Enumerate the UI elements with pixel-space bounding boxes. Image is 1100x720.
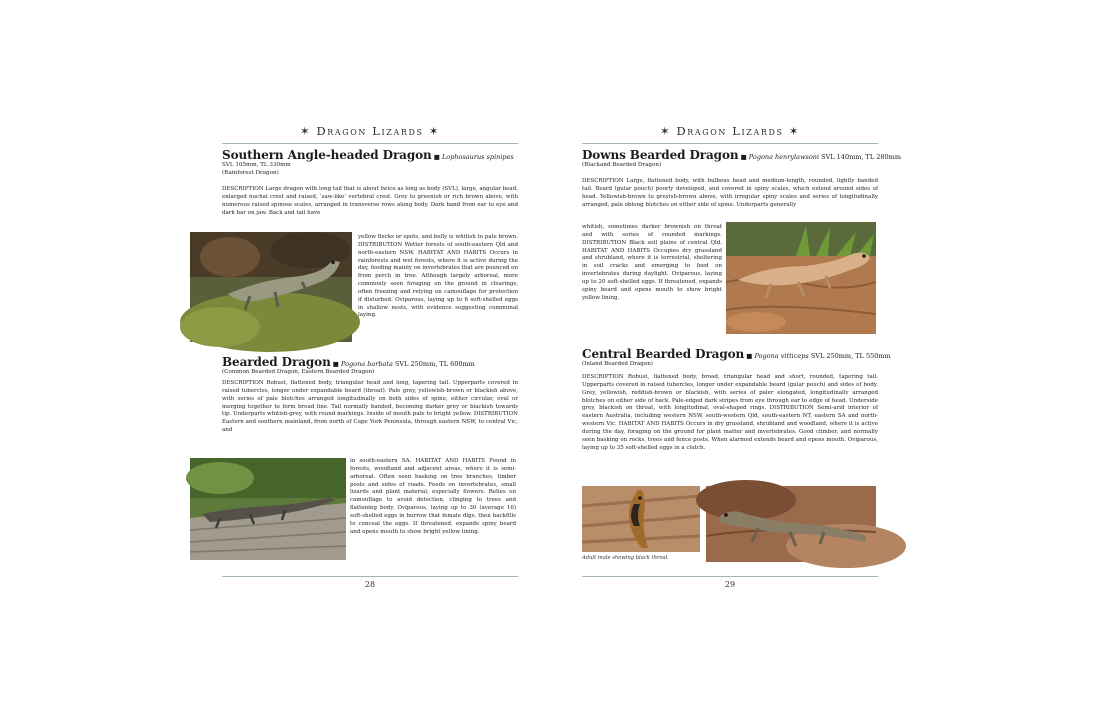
- species-description-side: whitish, sometimes darker brownish on throat and with series of rounded markings. DISTRIBUTION Black soil plains of central Qld. HABITAT AND HABITS Occupies dry grassland and shrubland, where it is terrestrial, sheltering in soil cracks and emerging to feed on invertebrates during daylight. Oviparous, laying up to 20 soft-shelled eggs. If threatened, expands spiny beard and opens mouth to show bright yellow lining.: [582, 224, 722, 301]
- species-name: Central Bearded Dragon: [582, 347, 745, 361]
- species-description: DESCRIPTION Robust, flattened body, broad, triangular head and short, rounded, tapering tail. Upperparts covered in raised tubercles, longer under expandable beard (gular pouch) and sides of body. Grey, yellowish, reddish-brown or blackish, with series of paler elongated, longitudinally arranged blotches on either side of back. Pale-edged dark stripes from eye through ear to edge of head. Underside grey, blackish on throat, with longitudinal, oval-shaped rings. DISTRIBUTION Semi-arid interior of eastern Australia, including western NSW, south-western Qld, south-eastern NT, eastern SA and north-western Vic. HABITAT AND HABITS Occurs in dry grassland, shrubland and woodland, where it is active during the day, foraging on the ground for plant matter and invertebrates. Good climber, and normally seen basking on rocks, trees and fence posts. When alarmed extends beard and opens mouth. Oviparous, laying up to 35 soft-shelled eggs in a clutch.: [582, 374, 878, 451]
- running-head-left: ✶ Dragon Lizards ✶: [299, 124, 441, 138]
- scientific-name: Lophosaurus spinipes: [441, 153, 514, 161]
- species-heading: Bearded Dragon ■ Pogona barbata SVL 250mm, TL 600mm: [222, 355, 475, 369]
- species-heading: Central Bearded Dragon ■ Pogona vitticeps SVL 250mm, TL 550mm: [582, 347, 891, 361]
- bottom-rule-right: [582, 576, 878, 577]
- species-entry-central-bearded-dragon: [582, 347, 891, 369]
- top-rule-left: [222, 143, 518, 144]
- left-page: [222, 118, 518, 598]
- species-entry-southern-angle-headed-dragon: [222, 148, 518, 178]
- page-number-left: 28: [364, 580, 376, 589]
- right-page: [582, 118, 901, 598]
- scientific-name: Pogona vitticeps: [754, 352, 809, 360]
- species-alt-name: (Blackand Bearded Dragon): [582, 162, 662, 168]
- species-name: Southern Angle-headed Dragon: [222, 148, 432, 162]
- photo-southern-angle-headed-dragon: [190, 232, 352, 342]
- species-alt-name: (Common Bearded Dragon, Eastern Bearded Dragon): [222, 369, 375, 375]
- top-rule-right: [582, 143, 878, 144]
- bottom-rule-left: [222, 576, 518, 577]
- species-description-top: DESCRIPTION Large dragon with long tail that is about twice as long as body (SVL), large, angular head, enlarged nuchal crest and raised, ‘saw-like’ vertebral crest. Grey to greenish or rich brown above, with numerous raised spinose scales, arranged in transverse rows along body. Dark band from ear to eye and dark bar on jaw. Back and tail have: [222, 186, 518, 216]
- scientific-name: Pogona barbata: [341, 360, 393, 368]
- photo-bearded-dragon: [190, 458, 346, 560]
- scientific-name: Pogona henrylawsoni: [748, 153, 820, 161]
- photo-caption: Adult male showing black throat: [582, 555, 668, 561]
- species-entry-downs-bearded-dragon: [582, 148, 901, 170]
- species-alt-name: (Rainforest Dragon): [222, 169, 279, 176]
- photo-downs-bearded-dragon: [726, 222, 876, 334]
- species-size: SVL 105mm, TL 330mm: [222, 162, 291, 168]
- running-head-right: ✶ Dragon Lizards ✶: [659, 124, 801, 138]
- species-description-side: yellow flecks or spots, and belly is whitish to pale brown. DISTRIBUTION Wetter forests of south-eastern Qld and north-eastern NSW. HABITAT AND HABITS Occurs in rainforests and wet forests, where it is active during the day, feeding mainly on invertebrates that are pounced on from perch in tree. Although largely arboreal, more commonly seen foraging on the ground in clearings, often freezing and relying on camouflage for protection if disturbed. Oviparous, laying up to 6 soft-shelled eggs in shallow nests, with evidence suggesting communal laying.: [358, 234, 518, 319]
- species-heading: Southern Angle-headed Dragon ■ Lophosaurus spinipes: [222, 148, 514, 162]
- species-heading: Downs Bearded Dragon ■ Pogona henrylawsoni SVL 140mm, TL 280mm: [582, 148, 901, 162]
- page-number-right: 29: [724, 580, 736, 589]
- species-description-top: DESCRIPTION Robust, flattened body, triangular head and long, tapering tail. Upperparts covered in raised tubercles, longer under expandable beard (throat). Pale grey, yellowish-brown or blackish above, with series of pale blotches arranged longitudinally on both sides of spine, either circular, oval or merging together to form broad line. Tail normally banded, becoming darker grey or blackish towards tip. Underparts whitish-grey, with round markings. Inside of mouth pale to bright yellow. DISTRIBUTION Eastern and southern mainland, from north of Cape York Peninsula, through eastern NSW, to central Vic, and: [222, 380, 518, 434]
- species-alt-name: (Inland Bearded Dragon): [582, 361, 653, 367]
- species-size: SVL 250mm, TL 550mm: [810, 352, 891, 360]
- species-size: SVL 140mm, TL 280mm: [821, 153, 901, 161]
- species-entry-bearded-dragon: [222, 355, 518, 377]
- species-size: SVL 250mm, TL 600mm: [394, 360, 475, 368]
- photo-central-bearded-dragon-throat: [582, 486, 700, 552]
- species-description-side: in south-eastern SA. HABITAT AND HABITS Found in forests, woodland and adjacent areas, where it is semi-arboreal. Often seen basking on tree branches, timber posts and sides of roads. Feeds on invertebrates, small lizards and plant material, especially flowers. Relies on camouflage to avoid detection, clinging to trees and flattening body. Oviparous, laying up to 30 (average 16) soft-shelled eggs in burrow that female digs, then backfills to conceal the eggs. If threatened, expands spiny beard and opens mouth to show bright yellow lining.: [350, 458, 516, 535]
- species-name: Downs Bearded Dragon: [582, 148, 739, 162]
- photo-central-bearded-dragon: [706, 486, 876, 562]
- species-description-top: DESCRIPTION Large, flattened body, with bulbous head and medium-length, rounded, lightly banded tail. Beard (gular pouch) poorly developed, and covered in spiny scales, which extend around sides of head. Yellowish-brown to greyish-brown above, with irregular spiny scales and series of longitudinally arranged, pale oblong blotches on either side of spine. Underparts generally: [582, 178, 878, 208]
- species-name: Bearded Dragon: [222, 355, 331, 369]
